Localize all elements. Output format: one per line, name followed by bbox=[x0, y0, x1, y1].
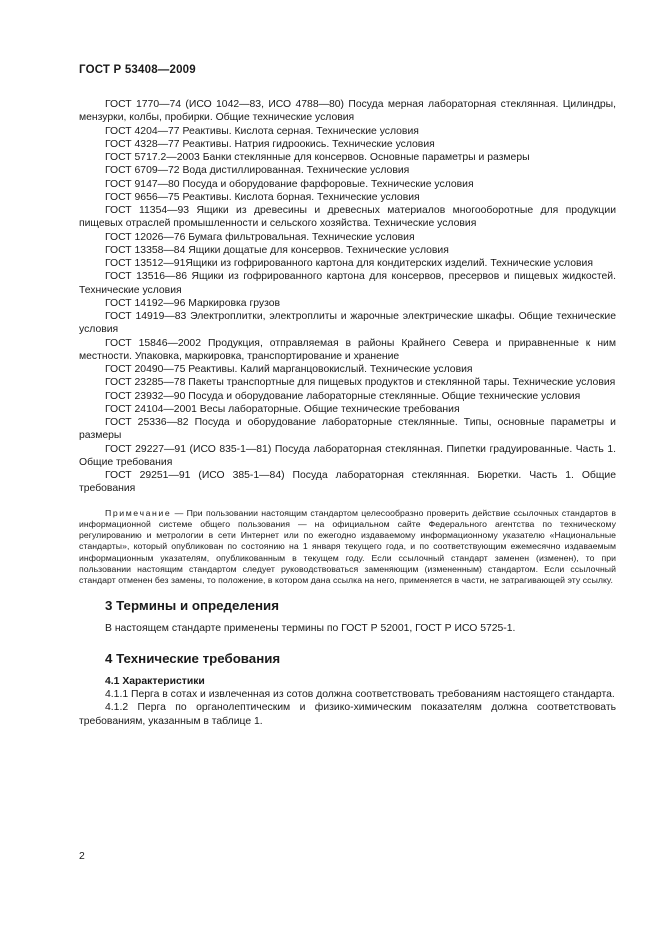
reference-item: ГОСТ 25336—82 Посуда и оборудование лабораторные стеклянные. Типы, основные параметры и размеры bbox=[79, 417, 616, 442]
subsection-4-1-heading: 4.1 Характеристики bbox=[105, 675, 205, 687]
reference-item: ГОСТ 13358—84 Ящики дощатые для консервов. Технические условия bbox=[105, 244, 449, 256]
reference-item: ГОСТ 13516—86 Ящики из гофрированного картона для консервов, пресервов и пищевых жидкостей. Технические условия bbox=[79, 271, 616, 296]
reference-item: ГОСТ 5717.2—2003 Банки стеклянные для консервов. Основные параметры и размеры bbox=[105, 152, 530, 163]
section-4-heading: 4 Технические требования bbox=[105, 650, 281, 666]
references-note bbox=[79, 508, 616, 587]
reference-item: ГОСТ 14192—96 Маркировка грузов bbox=[105, 297, 281, 309]
reference-item: ГОСТ 11354—93 Ящики из древесины и древесных материалов многооборотные для продукции пищевых отраслей промышленности и сельского хозяйства. Технические условия bbox=[79, 205, 616, 230]
reference-item: ГОСТ 12026—76 Бумага фильтровальная. Технические условия bbox=[105, 231, 415, 243]
reference-item: ГОСТ 24104—2001 Весы лабораторные. Общие технические требования bbox=[105, 403, 460, 415]
reference-item: ГОСТ 6709—72 Вода дистиллированная. Технические условия bbox=[105, 165, 410, 177]
reference-item: ГОСТ 1770—74 (ИСО 1042—83, ИСО 4788—80) Посуда мерная лабораторная стеклянная. Цилиндры, мензурки, колбы, пробирки. Общие технические условия bbox=[79, 99, 616, 124]
section-3-heading: 3 Термины и определения bbox=[105, 597, 279, 613]
document-page bbox=[79, 64, 616, 728]
reference-item: ГОСТ 23285—78 Пакеты транспортные для пищевых продуктов и стеклянной тары. Технические условия bbox=[105, 377, 616, 389]
reference-item: ГОСТ 9147—80 Посуда и оборудование фарфоровые. Технические условия bbox=[105, 178, 474, 190]
reference-item: ГОСТ 14919—83 Электроплитки, электроплиты и жарочные электрические шкафы. Общие технические условия bbox=[79, 311, 616, 336]
reference-item: ГОСТ 15846—2002 Продукция, отправляемая в районы Крайнего Севера и приравненные к ним местности. Упаковка, маркировка, транспортирование и хранение bbox=[79, 337, 616, 362]
page-number: 2 bbox=[79, 851, 85, 862]
reference-item: ГОСТ 4328—77 Реактивы. Натрия гидроокись. Технические условия bbox=[105, 138, 435, 150]
document-header-title: ГОСТ Р 53408—2009 bbox=[79, 64, 196, 76]
reference-item: ГОСТ 23932—90 Посуда и оборудование лабораторные стеклянные. Общие технические условия bbox=[105, 390, 581, 402]
section-3-text: В настоящем стандарте применены термины по ГОСТ Р 52001, ГОСТ Р ИСО 5725-1. bbox=[105, 622, 516, 634]
clause-4-1-1: 4.1.1 Перга в сотах и извлеченная из сотов должна соответствовать требованиям настоящего стандарта. bbox=[105, 689, 615, 701]
clause-4-1-2: 4.1.2 Перга по органолептическим и физико-химическим показателям должна соответствовать требованиям, указанным в таблице 1. bbox=[79, 702, 616, 727]
reference-item: ГОСТ 29227—91 (ИСО 835-1—81) Посуда лабораторная стеклянная. Пипетки градуированные. Часть 1. Общие требования bbox=[79, 443, 616, 468]
reference-item: ГОСТ 4204—77 Реактивы. Кислота серная. Технические условия bbox=[105, 125, 419, 137]
note-text: — При пользовании настоящим стандартом целесообразно проверить действие ссылочных стандартов в информационной системе общего пользования — на официальном сайте Федерального агентства по техническому регулированию и метрологии в сети Интернет или по ежегодно издаваемому информационному указателю «Национальные стандарты», который опубликован по состоянию на 1 января текущего года, и по соответствующим ежемесячно издаваемым информационным указателям, опубликованным в текущем году. Если ссылочный стандарт заменен (изменен), то при пользовании настоящим стандартом следует руководствоваться заменяющим (измененным) стандартом. Если ссылочный стандарт отменен без замены, то положение, в котором дана ссылка на него, применяется в части, не затрагивающей эту ссылку. bbox=[79, 507, 616, 586]
reference-item: ГОСТ 13512—91Ящики из гофрированного картона для кондитерских изделий. Технические условия bbox=[105, 258, 593, 269]
normative-references-list bbox=[79, 98, 616, 496]
reference-item: ГОСТ 29251—91 (ИСО 385-1—84) Посуда лабораторная стеклянная. Бюретки. Часть 1. Общие требования bbox=[79, 470, 616, 495]
reference-item: ГОСТ 20490—75 Реактивы. Калий марганцовокислый. Технические условия bbox=[105, 364, 473, 375]
reference-item: ГОСТ 9656—75 Реактивы. Кислота борная. Технические условия bbox=[105, 191, 420, 203]
note-label: Примечание bbox=[105, 507, 172, 518]
